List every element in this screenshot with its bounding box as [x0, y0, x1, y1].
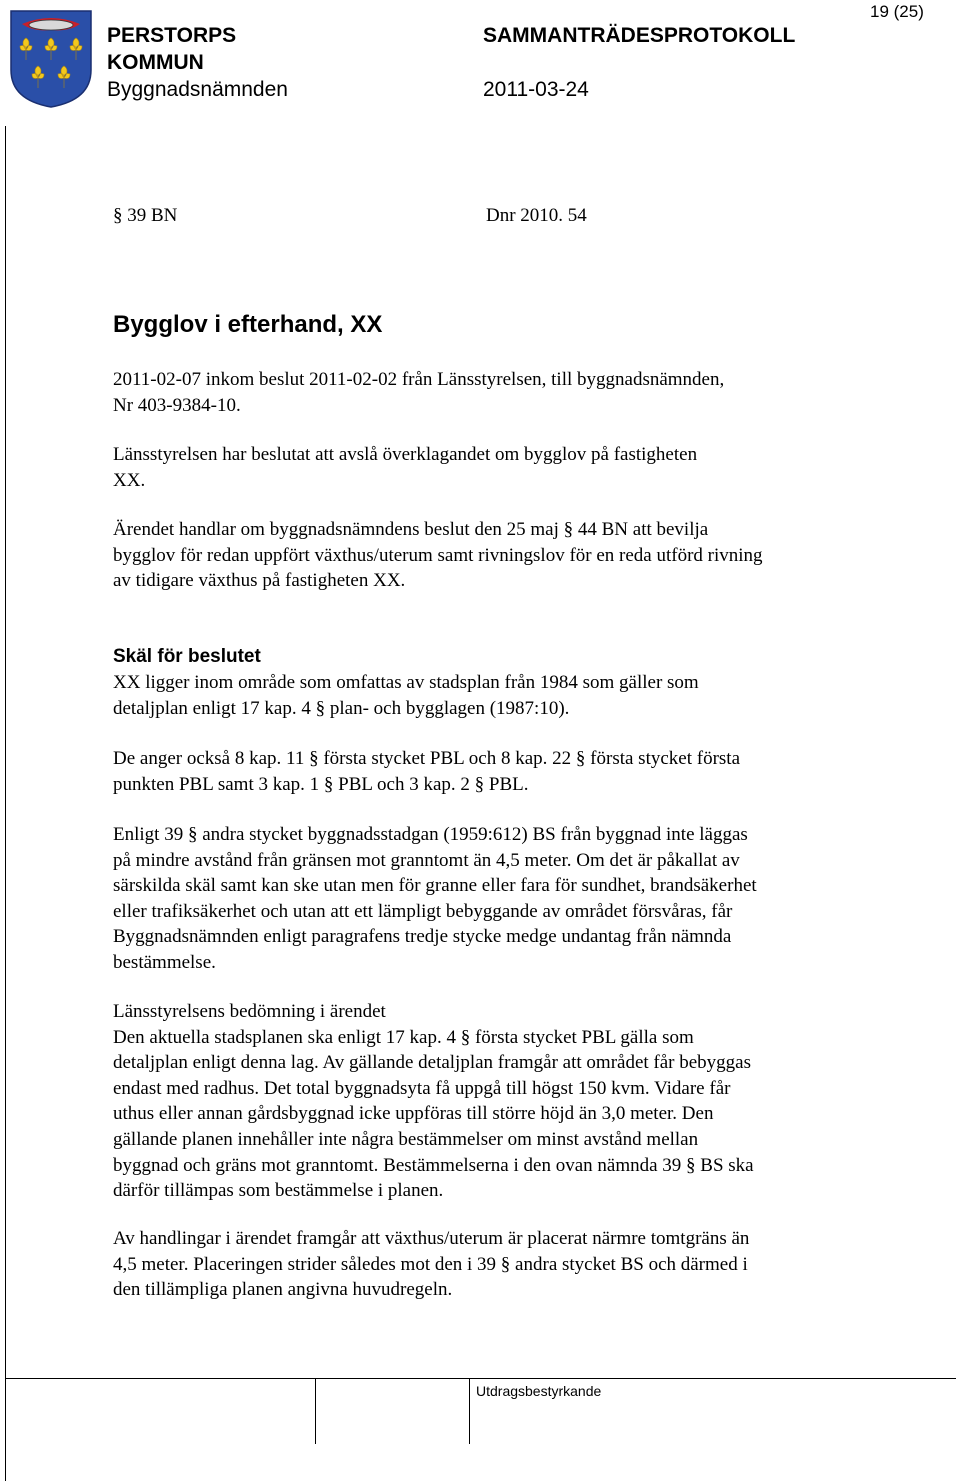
text-line: Nr 403-9384-10.	[113, 394, 241, 416]
text-line: bygglov för redan uppfört växthus/uterum samt rivningslov för en reda utförd rivning	[113, 544, 763, 566]
footer-separator-1	[315, 1378, 316, 1444]
reasons-heading: Skäl för beslutet	[113, 646, 261, 667]
text-line: uthus eller annan gårdsbyggnad icke uppföras till större höjd än 3,0 meter. Den	[113, 1103, 714, 1125]
paragraph-incoming-decision	[113, 367, 893, 418]
paragraph-county-assessment	[113, 999, 893, 1204]
paragraph-county-decision	[113, 442, 893, 493]
text-line: 2011-02-07 inkom beslut 2011-02-02 från Länsstyrelsen, till byggnadsnämnden,	[113, 369, 725, 390]
text-line: detaljplan enligt 17 kap. 4 § plan- och bygglagen (1987:10).	[113, 697, 570, 719]
text-line: punkten PBL samt 3 kap. 1 § PBL och 3 kap. 2 § PBL.	[113, 773, 529, 795]
page-number: 19 (25)	[870, 2, 924, 21]
text-line: Länsstyrelsens bedömning i ärendet	[113, 1001, 386, 1022]
text-line: XX.	[113, 469, 146, 491]
left-margin-line	[5, 126, 6, 1481]
text-line: detaljplan enligt denna lag. Av gällande detaljplan framgår att området får bebyggas	[113, 1052, 752, 1074]
text-line: Ärendet handlar om byggnadsnämndens beslut den 25 maj § 44 BN att bevilja	[113, 519, 709, 540]
paragraph-case-description	[113, 517, 893, 594]
text-line: Den aktuella stadsplanen ska enligt 17 kap. 4 § första stycket PBL gälla som	[113, 1026, 694, 1048]
text-line: endast med radhus. Det total byggnadsyta få uppgå till högst 150 kvm. Vidare får	[113, 1077, 731, 1099]
text-line: på mindre avstånd från gränsen mot granntomt än 4,5 meter. Om det är påkallat av	[113, 849, 740, 871]
paragraph-zoning-plan	[113, 670, 893, 721]
org-name-line1: PERSTORPS	[107, 24, 237, 47]
committee-name: Byggnadsnämnden	[107, 78, 288, 101]
dnr-reference: Dnr 2010. 54	[486, 205, 587, 226]
text-line: Länsstyrelsen har beslutat att avslå överklagandet om bygglov på fastigheten	[113, 444, 698, 465]
text-line: Av handlingar i ärendet framgår att växthus/uterum är placerat närmre tomtgräns än	[113, 1228, 750, 1249]
text-line: därför tillämpas som bestämmelse i planen.	[113, 1180, 444, 1202]
page-title: Bygglov i efterhand, XX	[113, 311, 383, 338]
text-line: den tillämpliga planen angivna huvudregeln.	[113, 1279, 453, 1301]
text-line: 4,5 meter. Placeringen strider således mot den i 39 § andra stycket BS och därmed i	[113, 1253, 748, 1275]
text-line: Enligt 39 § andra stycket byggnadsstadgan (1959:612) BS från byggnad inte läggas	[113, 824, 748, 845]
document-type: SAMMANTRÄDESPROTOKOLL	[483, 24, 796, 47]
text-line: Byggnadsnämnden enligt paragrafens tredje stycke medge undantag från nämnda	[113, 926, 732, 948]
text-line: av tidigare växthus på fastigheten XX.	[113, 570, 406, 592]
text-line: XX ligger inom område som omfattas av stadsplan från 1984 som gäller som	[113, 672, 699, 693]
paragraph-building-statute	[113, 822, 893, 976]
paragraph-conclusion	[113, 1226, 893, 1303]
text-line: De anger också 8 kap. 11 § första stycket PBL och 8 kap. 22 § första stycket första	[113, 748, 741, 769]
text-line: eller trafiksäkerhet och utan att ett lämpligt bebyggande av området försvåras, får	[113, 900, 733, 922]
footer-separator-2	[469, 1378, 470, 1444]
document-date: 2011-03-24	[483, 78, 589, 101]
municipal-crest-icon	[8, 8, 94, 110]
footer-certification-label: Utdragsbestyrkande	[476, 1383, 602, 1399]
text-line: gällande planen innehåller inte några bestämmelser om minst avstånd mellan	[113, 1128, 699, 1150]
org-name-line2: KOMMUN	[107, 51, 204, 74]
text-line: byggnad och gräns mot granntomt. Bestämmelserna i den ovan nämnda 39 § BS ska	[113, 1154, 754, 1176]
text-line: särskilda skäl samt kan ske utan men för granne eller fara för sundhet, brandsäkerhet	[113, 875, 757, 897]
footer-divider-line	[5, 1378, 956, 1379]
paragraph-legal-references	[113, 746, 893, 797]
paragraph-reference: § 39 BN	[113, 205, 178, 226]
text-line: bestämmelse.	[113, 951, 216, 973]
